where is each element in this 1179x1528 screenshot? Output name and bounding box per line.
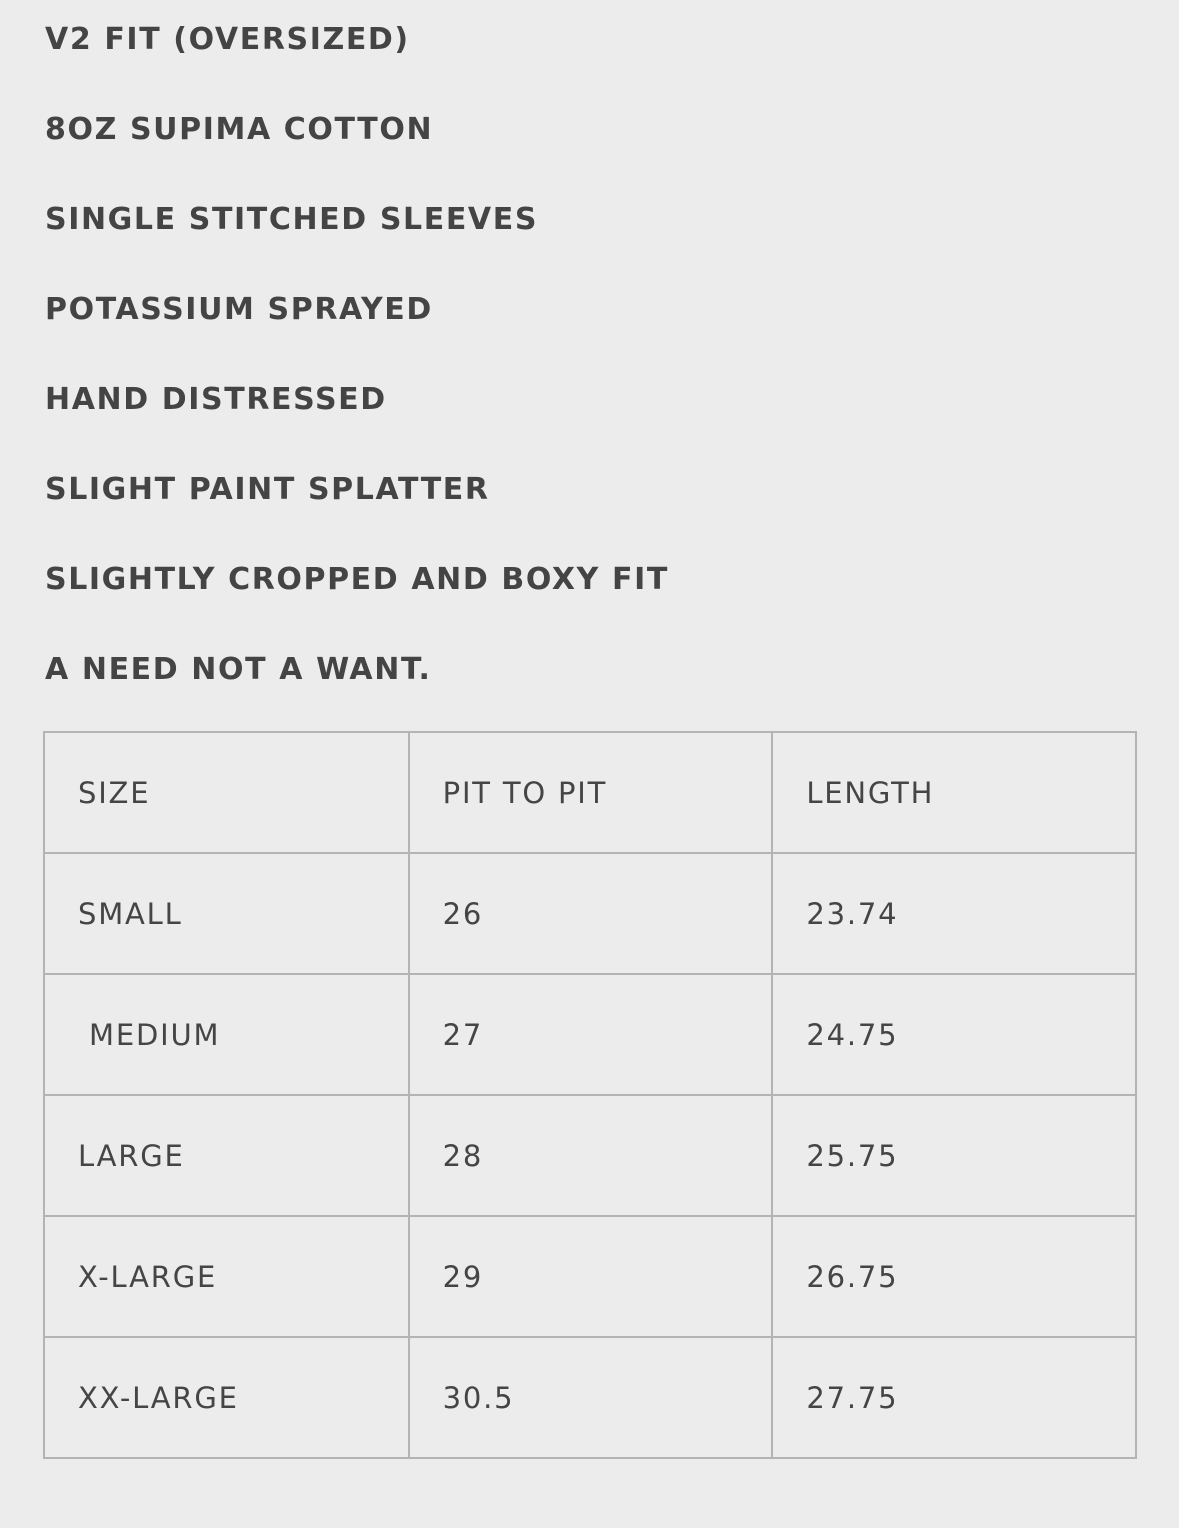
table-header-row (44, 732, 1136, 853)
header-length: LENGTH (772, 732, 1136, 853)
feature-item: SLIGHT PAINT SPLATTER (45, 472, 490, 507)
cell-pit-to-pit: 30.5 (409, 1337, 773, 1458)
cell-size: SMALL (44, 853, 409, 974)
feature-item: V2 FIT (OVERSIZED) (45, 22, 410, 57)
feature-item: HAND DISTRESSED (45, 382, 387, 417)
cell-length: 23.74 (772, 853, 1136, 974)
feature-item: A NEED NOT A WANT. (45, 652, 432, 687)
table-row (44, 1216, 1136, 1337)
cell-length: 27.75 (772, 1337, 1136, 1458)
cell-size: XX-LARGE (44, 1337, 409, 1458)
header-size: SIZE (44, 732, 409, 853)
table-row (44, 1337, 1136, 1458)
feature-item: 8OZ SUPIMA COTTON (45, 112, 434, 147)
table-row (44, 853, 1136, 974)
cell-pit-to-pit: 29 (409, 1216, 773, 1337)
size-chart-table (43, 731, 1137, 1459)
cell-size: LARGE (44, 1095, 409, 1216)
header-pit-to-pit: PIT TO PIT (409, 732, 773, 853)
feature-item: POTASSIUM SPRAYED (45, 292, 433, 327)
cell-length: 25.75 (772, 1095, 1136, 1216)
cell-length: 24.75 (772, 974, 1136, 1095)
cell-size: MEDIUM (44, 974, 409, 1095)
table-row (44, 974, 1136, 1095)
feature-list (45, 18, 1045, 738)
table-row (44, 1095, 1136, 1216)
cell-pit-to-pit: 28 (409, 1095, 773, 1216)
cell-size: X-LARGE (44, 1216, 409, 1337)
feature-item: SLIGHTLY CROPPED AND BOXY FIT (45, 562, 669, 597)
cell-pit-to-pit: 26 (409, 853, 773, 974)
cell-length: 26.75 (772, 1216, 1136, 1337)
cell-pit-to-pit: 27 (409, 974, 773, 1095)
feature-item: SINGLE STITCHED SLEEVES (45, 202, 539, 237)
